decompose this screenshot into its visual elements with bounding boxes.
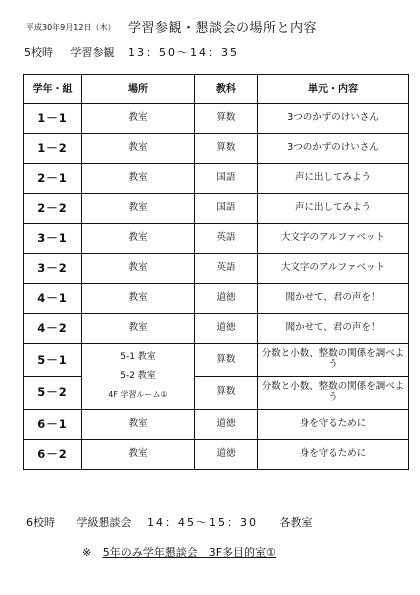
period6-event: 学級懇談会: [76, 516, 132, 529]
period5-time: 13：50～14：35: [128, 46, 239, 59]
row-grade: 4－2: [24, 314, 82, 344]
grade5-room-3: 4F 学習ルーム①: [108, 389, 168, 399]
grade5-room-2: 5-2 教室: [120, 370, 156, 381]
table-row: [24, 284, 409, 314]
row-subject: 道徳: [195, 314, 258, 344]
period6-label: 6校時: [26, 516, 55, 529]
period5-label: 5校時: [24, 46, 53, 59]
table-header-row: [24, 75, 409, 104]
row-room: 教室: [82, 104, 195, 134]
row-grade: 3－1: [24, 224, 82, 254]
table-row: [24, 194, 409, 224]
document-footer: [26, 514, 406, 560]
row-content: 3つのかずのけいさん: [258, 104, 409, 134]
table-row: [24, 104, 409, 134]
table-row: [24, 164, 409, 194]
row-room: 教室: [82, 224, 195, 254]
row-content: 大文字のアルファベット: [258, 224, 409, 254]
row-room: 教室: [82, 409, 195, 439]
row-subject: 算数: [195, 376, 258, 409]
row-subject: 英語: [195, 254, 258, 284]
row-content: 分数と小数、整数の関係を調べよう: [258, 376, 409, 409]
row-grade: 2－2: [24, 194, 82, 224]
table-row: [24, 254, 409, 284]
header-room: 場所: [82, 75, 195, 104]
row-content: 声に出してみよう: [258, 194, 409, 224]
row-subject: 算数: [195, 344, 258, 377]
row-subject: 道徳: [195, 409, 258, 439]
row-grade: 6－1: [24, 409, 82, 439]
period6-line: [26, 514, 406, 530]
row-room: 教室: [82, 164, 195, 194]
period5-line: [24, 44, 239, 60]
header-content: 単元・内容: [258, 75, 409, 104]
row-grade: 1－2: [24, 134, 82, 164]
row-content: 分数と小数、整数の関係を調べよう: [258, 344, 409, 377]
row-room: 教室: [82, 439, 195, 469]
row-room: 教室: [82, 284, 195, 314]
row-grade: 1－1: [24, 104, 82, 134]
row-content: 身を守るために: [258, 439, 409, 469]
table-row: [24, 314, 409, 344]
row-grade: 4－1: [24, 284, 82, 314]
row-room: 教室: [82, 194, 195, 224]
grade5-room-1: 5-1 教室: [120, 352, 156, 362]
row-content: 聞かせて、君の声を！: [258, 314, 409, 344]
row-subject: 国語: [195, 164, 258, 194]
row-subject: 道徳: [195, 439, 258, 469]
header-grade: 学年・組: [24, 75, 82, 104]
row-room: 教室: [82, 254, 195, 284]
note-mark: ※: [82, 546, 92, 559]
row-content: 大文字のアルファベット: [258, 254, 409, 284]
period6-time: 14：45～15：30: [147, 516, 258, 529]
row-subject: 算数: [195, 134, 258, 164]
document-title: 学習参観・懇談会の場所と内容: [128, 21, 318, 36]
row-subject: 英語: [195, 224, 258, 254]
period6-place: 各教室: [279, 516, 313, 529]
table-row: [24, 409, 409, 439]
row-room: 教室: [82, 314, 195, 344]
footer-note: 5年のみ学年懇談会 3F多目的室①: [102, 546, 276, 559]
table-row: [24, 134, 409, 164]
row-grade: 5－2: [24, 376, 82, 409]
row-subject: 算数: [195, 104, 258, 134]
row-content: 3つのかずのけいさん: [258, 134, 409, 164]
table-row: [24, 344, 409, 377]
grade5-rooms: [82, 344, 195, 410]
schedule-table: [23, 74, 409, 470]
row-content: 身を守るために: [258, 409, 409, 439]
period5-event: 学習参観: [70, 46, 115, 59]
row-content: 声に出してみよう: [258, 164, 409, 194]
table-row: [24, 439, 409, 469]
document-date: 平成30年9月12日（木）: [26, 23, 116, 32]
row-room: 教室: [82, 134, 195, 164]
footer-note-line: [82, 544, 406, 560]
row-grade: 3－2: [24, 254, 82, 284]
row-content: 聞かせて、君の声を！: [258, 284, 409, 314]
row-grade: 6－2: [24, 439, 82, 469]
row-grade: 2－1: [24, 164, 82, 194]
table-row: [24, 376, 409, 409]
header-subject: 教科: [195, 75, 258, 104]
row-grade: 5－1: [24, 344, 82, 377]
row-subject: 道徳: [195, 284, 258, 314]
row-subject: 国語: [195, 194, 258, 224]
table-row: [24, 224, 409, 254]
